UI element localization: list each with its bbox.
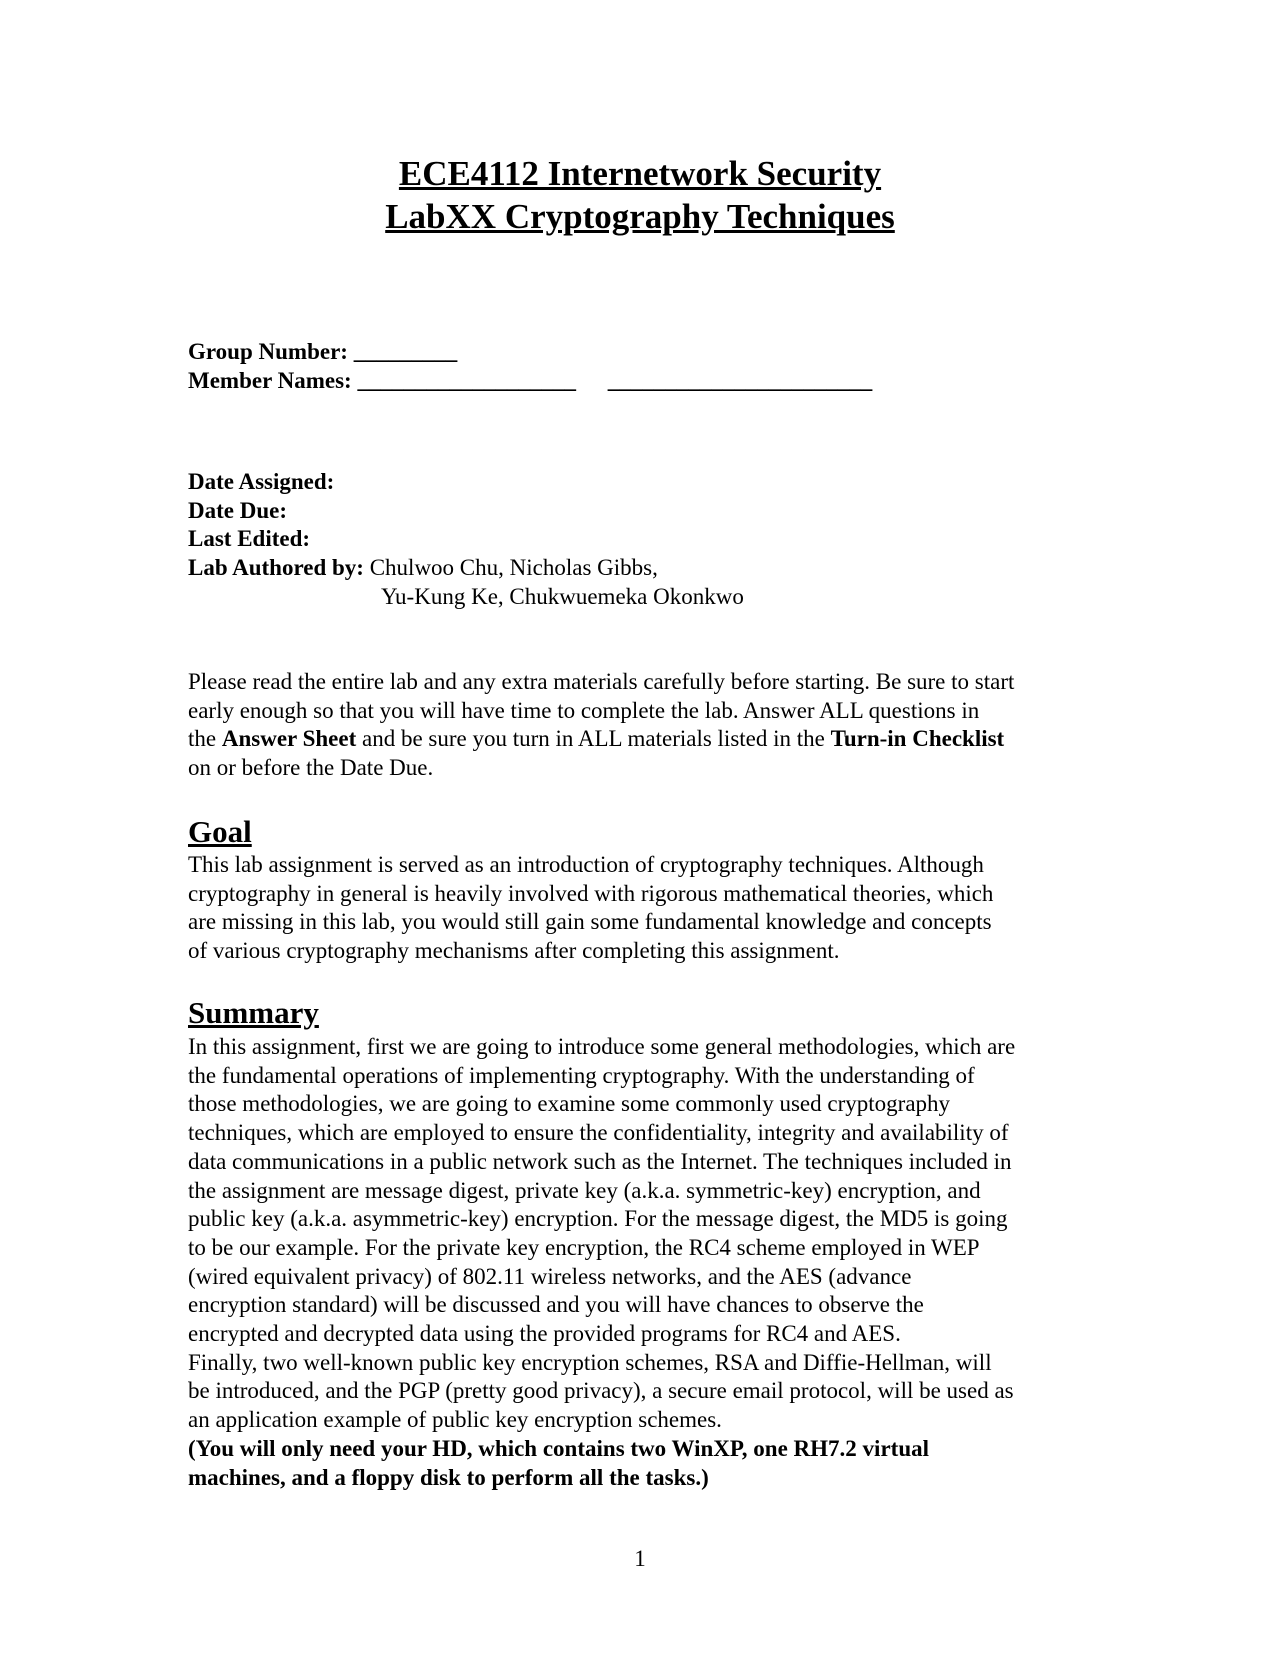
goal-line: of various cryptography mechanisms after completing this assignment.	[188, 938, 840, 964]
summary-line: encrypted and decrypted data using the provided programs for RC4 and AES.	[188, 1321, 901, 1347]
intro-line: Please read the entire lab and any extra materials carefully before starting. Be sure to start	[188, 669, 1015, 694]
summary-line: encryption standard) will be discussed and you will have chances to observe the	[188, 1292, 924, 1318]
summary-line: those methodologies, we are going to examine some commonly used cryptography	[188, 1091, 951, 1117]
page-number: 1	[634, 1546, 646, 1571]
goal-heading: Goal	[188, 814, 252, 849]
goal-line: This lab assignment is served as an introduction of cryptography techniques. Although	[188, 852, 984, 877]
authored-by-label: Lab Authored by:	[188, 555, 364, 580]
page-title-line2: LabXX Cryptography Techniques	[385, 197, 895, 236]
intro-text: and be sure you turn in ALL materials listed in the	[356, 726, 831, 752]
answer-sheet-emphasis: Answer Sheet	[221, 726, 357, 752]
authored-by-row	[188, 554, 658, 583]
goal-line: are missing in this lab, you would still gain some fundamental knowledge and concepts	[188, 909, 992, 935]
summary-line: public key (a.k.a. asymmetric-key) encryption. For the message digest, the MD5 is going	[188, 1206, 1008, 1232]
authors-line-1: Chulwoo Chu, Nicholas Gibbs,	[369, 555, 658, 580]
summary-line: Finally, two well-known public key encryption schemes, RSA and Diffie-Hellman, will	[188, 1349, 992, 1375]
member-names-blank-1: ___________________	[357, 368, 576, 393]
intro-text: the	[188, 726, 222, 752]
authors-line-2: Yu-Kung Ke, Chukwuemeka Okonkwo	[381, 584, 744, 609]
goal-line: cryptography in general is heavily involved with rigorous mathematical theories, which	[188, 880, 994, 906]
goal-paragraph	[188, 851, 1088, 966]
group-number-blank: _________	[353, 339, 458, 364]
summary-line: be introduced, and the PGP (pretty good privacy), a secure email protocol, will be used as	[188, 1378, 1014, 1404]
summary-line: In this assignment, first we are going to introduce some general methodologies, which are	[188, 1034, 1016, 1059]
summary-line: data communications in a public network such as the Internet. The techniques included in	[188, 1148, 1012, 1174]
date-due-label: Date Due:	[188, 498, 287, 523]
member-names-blank-2: _______________________	[607, 368, 873, 393]
member-names-label: Member Names:	[188, 368, 352, 393]
summary-line: techniques, which are employed to ensure the confidentiality, integrity and availability of	[188, 1120, 1009, 1146]
member-names-row	[188, 367, 872, 396]
summary-line: the assignment are message digest, private key (a.k.a. symmetric-key) encryption, and	[188, 1177, 981, 1203]
summary-paragraph	[188, 1033, 1088, 1492]
summary-line: to be our example. For the private key encryption, the RC4 scheme employed in WEP	[188, 1234, 980, 1260]
intro-line: early enough so that you will have time to complete the lab. Answer ALL questions in	[188, 697, 980, 723]
group-number-row	[188, 338, 457, 367]
turn-in-checklist-emphasis: Turn-in Checklist	[830, 726, 1005, 752]
summary-heading: Summary	[188, 995, 319, 1030]
intro-line	[188, 725, 1088, 754]
summary-line: (wired equivalent privacy) of 802.11 wireless networks, and the AES (advance	[188, 1263, 912, 1289]
last-edited-label: Last Edited:	[188, 526, 311, 551]
date-assigned-label: Date Assigned:	[188, 469, 335, 494]
summary-note-line: machines, and a floppy disk to perform all the tasks.)	[188, 1464, 709, 1490]
summary-line: the fundamental operations of implementing cryptography. With the understanding of	[188, 1062, 975, 1088]
page-title-line1: ECE4112 Internetwork Security	[398, 154, 882, 193]
intro-line: on or before the Date Due.	[188, 755, 434, 781]
summary-line: an application example of public key encryption schemes.	[188, 1407, 722, 1433]
summary-note-line: (You will only need your HD, which contains two WinXP, one RH7.2 virtual	[188, 1435, 929, 1461]
intro-paragraph	[188, 668, 1088, 783]
group-number-label: Group Number:	[188, 339, 348, 364]
